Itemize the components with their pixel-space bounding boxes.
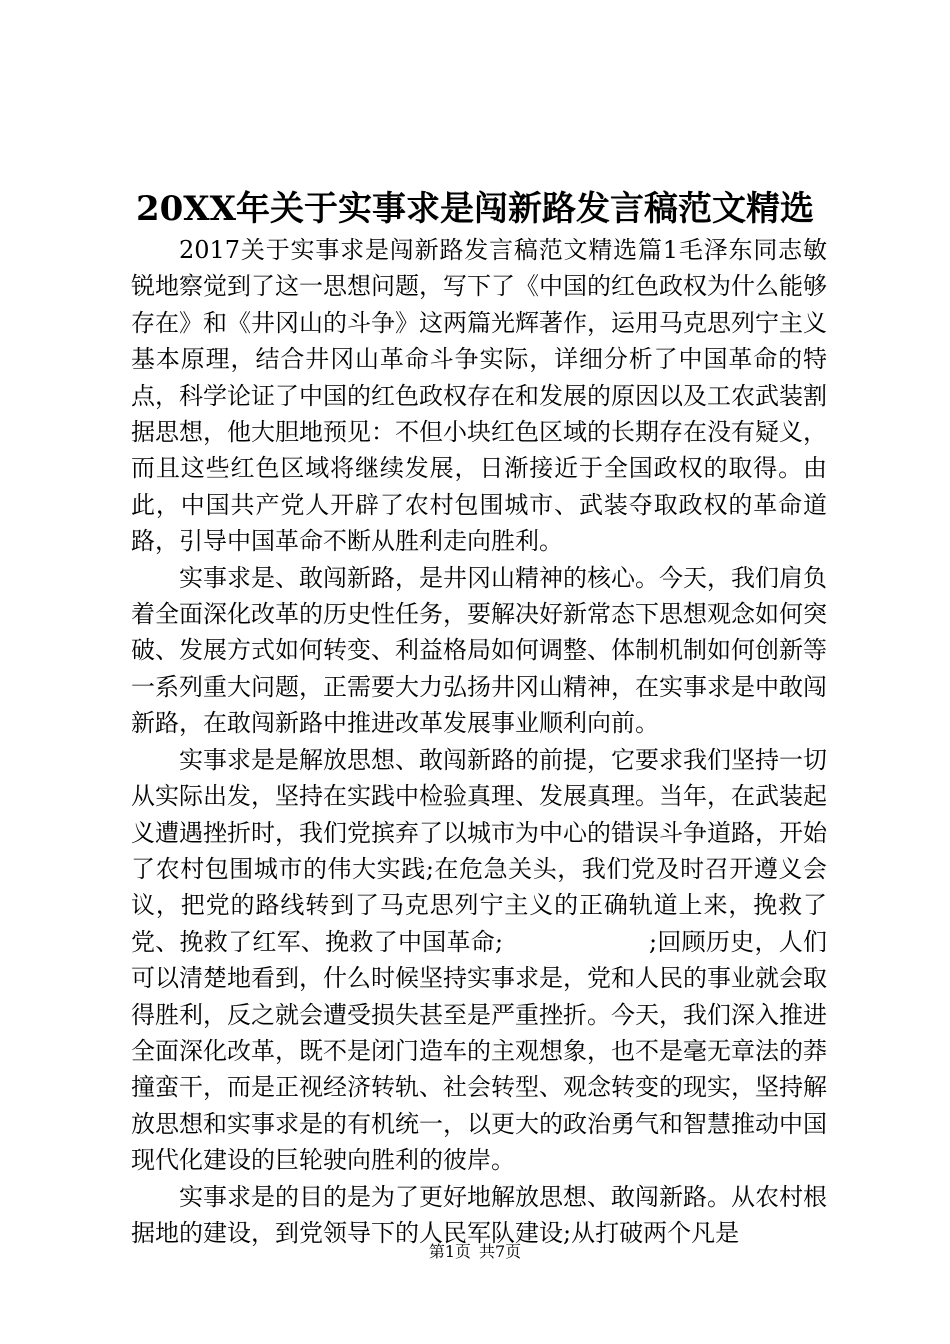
- paragraph: 实事求是是解放思想、敢闯新路的前提，它要求我们坚持一切从实际出发，坚持在实践中检验真理、发展真理。当年，在武装起义遭遇挫折时，我们党摈弃了以城市为中心的错误斗争道路，开始了农村包围城市的伟大实践;在危急关头，我们党及时召开遵义会议，把党的路线转到了马克思列宁主义的正确轨道上来，挽救了党、挽救了红军、挽救了中国革命; ;回顾历史，人们可以清楚地看到，什么时候坚持实事求是，党和人民的事业就会取得胜利，反之就会遭受损失甚至是严重挫折。今天，我们深入推进全面深化改革，既不是闭门造车的主观想象，也不是毫无章法的莽撞蛮干，而是正视经济转轨、社会转型、观念转变的现实，坚持解放思想和实事求是的有机统一，以更大的政治勇气和智慧推动中国现代化建设的巨轮驶向胜利的彼岸。: [131, 745, 827, 1175]
- document-body: [131, 232, 827, 1251]
- page-number: 第1页: [428, 1242, 471, 1261]
- document-title: 20XX年关于实事求是闯新路发言稿范文精选: [135, 189, 815, 229]
- page-total: 共7页: [479, 1242, 522, 1261]
- paragraph: 实事求是、敢闯新路，是井冈山精神的核心。今天，我们肩负着全面深化改革的历史性任务，要解决好新常态下思想观念如何突破、发展方式如何转变、利益格局如何调整、体制机制如何创新等一系列重大问题，正需要大力弘扬井冈山精神，在实事求是中敢闯新路，在敢闯新路中推进改革发展事业顺利向前。: [131, 563, 827, 738]
- page-footer: [0, 1241, 950, 1263]
- paragraph: 实事求是的目的是为了更好地解放思想、敢闯新路。从农村根据地的建设，到党领导下的人民军队建设;从打破两个凡是: [131, 1182, 827, 1247]
- paragraph: 2017关于实事求是闯新路发言稿范文精选篇1毛泽东同志敏锐地察觉到了这一思想问题，写下了《中国的红色政权为什么能够存在》和《井冈山的斗争》这两篇光辉著作，运用马克思列宁主义基本原理，结合井冈山革命斗争实际，详细分析了中国革命的特点，科学论证了中国的红色政权存在和发展的原因以及工农武装割据思想，他大胆地预见：不但小块红色区域的长期存在没有疑义，而且这些红色区域将继续发展，日渐接近于全国政权的取得。由此，中国共产党人开辟了农村包围城市、武装夺取政权的革命道路，引导中国革命不断从胜利走向胜利。: [131, 236, 827, 556]
